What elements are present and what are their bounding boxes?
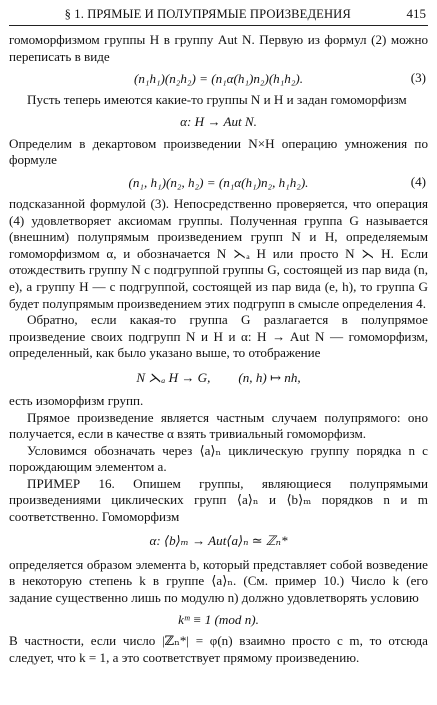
paragraph-7: Прямое произведение является частным случаем полупрямого: оно получается, если в качестве α взять тривиальный гомоморфизм.	[9, 409, 428, 442]
formula-homomorphism-text: α: H → Aut N.	[180, 114, 257, 130]
paragraph-3: Определим в декартовом произведении N×H операцию умножения по формуле	[9, 135, 428, 168]
formula-3-number: (3)	[410, 70, 426, 86]
paragraph-2: Пусть теперь имеются какие-то группы N и H и задан гомоморфизм	[27, 92, 407, 108]
paragraph-4: подсказанной формулой (3). Непосредственно проверяется, что операция (4) удовлетворяет аксиомам группы. Полученная группа G называется (внешним) полупрямым произведением групп N и H, определяемым гомоморфизмом α, и обозначается N ⋋ₐ H или просто N ⋋ H. Если отождествить группу N с подгруппой группы G, состоящей из пар вида (n, e), а группу H — с подгруппой, состоящей из пар вида (e, h), то группа G будет полупрямым произведением этих подгрупп в смысле определения 4.	[9, 195, 428, 311]
formula-4-number: (4)	[410, 173, 426, 189]
formula-3-text: (n₁h₁)(n₂h₂) = (n₁α(h₁)n₂)(h₁h₂).	[133, 70, 304, 86]
paragraph-10: определяется образом элемента b, который представляет собой возведение в некоторую степень k в группе ⟨a⟩ₙ. (См. пример 10.) Число k (его задание существенно лишь по модулю n) должно удовлетворять условию	[9, 556, 428, 605]
paragraph-6: есть изоморфизм групп.	[9, 392, 144, 408]
formula-alpha-cyclic-text: α: ⟨b⟩ₘ → Aut⟨a⟩ₙ ≃ ℤₙ*	[149, 533, 288, 549]
formula-isomorphism-rule: (n, h) ↦ nh,	[238, 369, 301, 385]
formula-4-text: (n₁, h₁)(n₂, h₂) = (n₁α(h₁)n₂, h₁h₂).	[128, 174, 309, 190]
paragraph-11: В частности, если число |ℤₙ*| = φ(n) взаимно просто с m, то отсюда следует, что k = 1, а это соответствует прямому произведению.	[9, 633, 428, 666]
running-header	[9, 6, 428, 26]
page-number: 415	[406, 6, 426, 21]
formula-congruence-text: kᵐ ≡ 1 (mod n).	[178, 612, 259, 628]
paragraph-5: Обратно, если какая-то группа G разлагается в полупрямое произведение своих подгрупп N и H и α: H → Aut N — гомоморфизм, определенный, как было указано выше, то отображение	[9, 312, 428, 361]
formula-congruence	[9, 611, 428, 629]
paragraph-example-16: ПРИМЕР 16. Опишем группы, являющиеся полупрямыми произведениями циклических групп ⟨a⟩ₙ и ⟨b⟩ₘ порядков n и m соответственно. Гомоморфизм	[9, 475, 428, 525]
formula-isomorphism	[9, 367, 428, 389]
formula-3	[9, 70, 428, 88]
formula-homomorphism	[9, 114, 428, 132]
paragraph-1: гомоморфизмом группы H в группу Aut N. Первую из формул (2) можно переписать в виде	[9, 32, 428, 64]
section-title: § 1. ПРЯМЫЕ И ПОЛУПРЯМЫЕ ПРОИЗВЕДЕНИЯ	[64, 7, 351, 21]
formula-alpha-cyclic	[9, 531, 428, 553]
formula-isomorphism-map: N ⋋ₐ H → G,	[136, 369, 211, 385]
formula-4	[9, 174, 428, 192]
paragraph-8: Условимся обозначать через ⟨a⟩ₙ циклическую группу порядка n с порождающим элементом a.	[9, 442, 428, 475]
